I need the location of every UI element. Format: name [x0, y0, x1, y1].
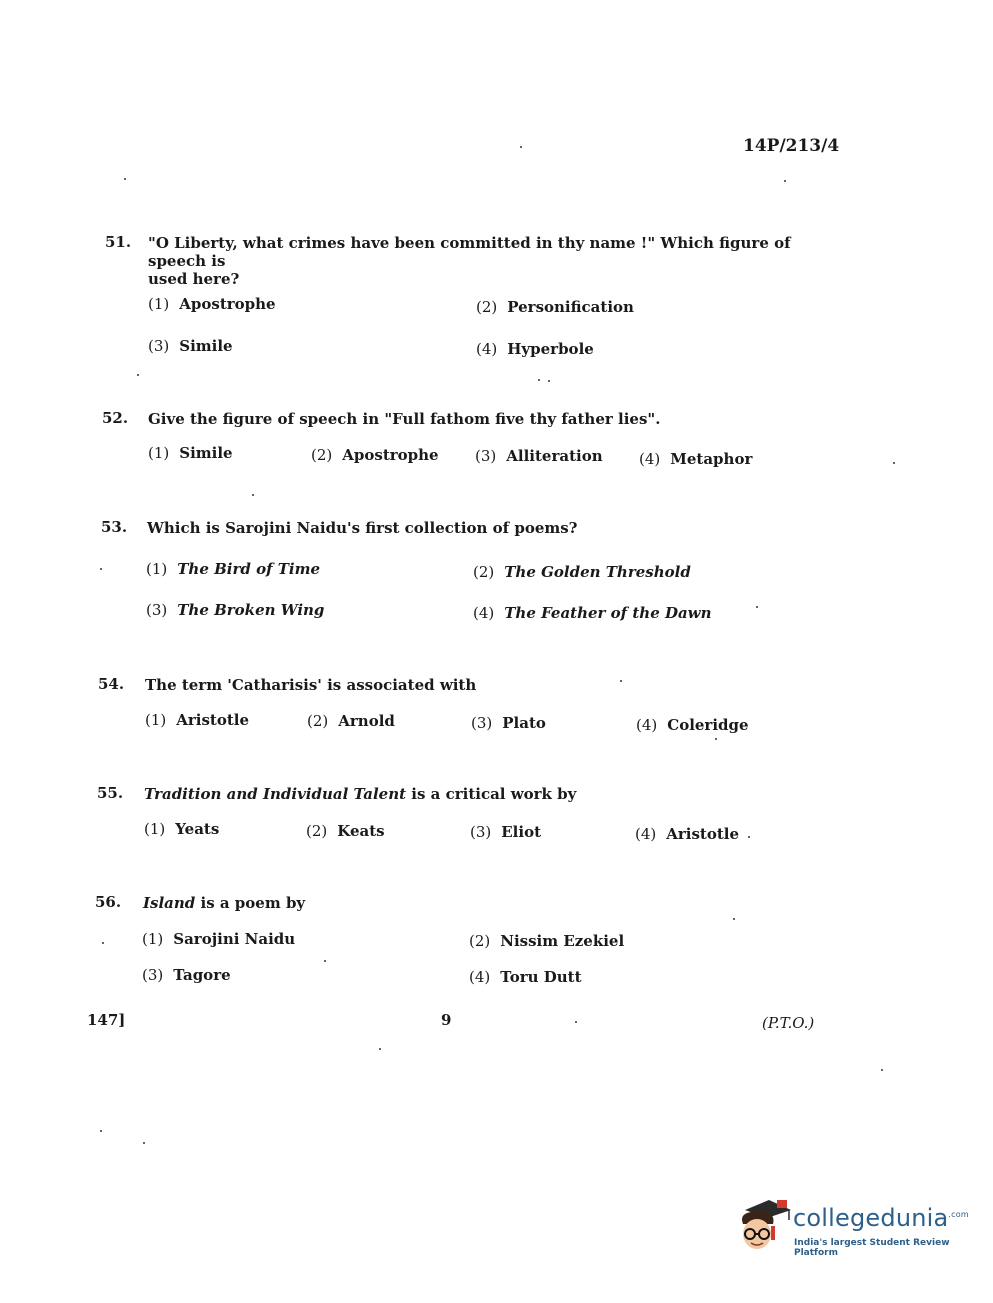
scan-speck	[100, 1130, 102, 1132]
option-53-1: (1) The Bird of Time	[146, 560, 321, 578]
scan-speck	[100, 568, 102, 570]
option-51-1: (1) Apostrophe	[148, 295, 276, 313]
option-53-3: (3) The Broken Wing	[146, 601, 325, 619]
scan-speck	[124, 178, 126, 180]
question-text-56	[143, 894, 305, 912]
option-51-4: (4) Hyperbole	[476, 340, 594, 358]
scan-speck	[620, 680, 622, 682]
question-text-55-title: Tradition and Individual Talent	[144, 785, 407, 803]
question-text-51-line1: "O Liberty, what crimes have been committed in thy name !" Which figure of speech is	[148, 234, 791, 270]
scan-speck	[893, 462, 895, 464]
option-52-2: (2) Apostrophe	[311, 446, 439, 464]
option-56-2: (2) Nissim Ezekiel	[469, 932, 625, 950]
option-54-3: (3) Plato	[471, 714, 546, 732]
option-55-1: (1) Yeats	[144, 820, 220, 838]
scan-speck	[137, 374, 139, 376]
question-number-55: 55.	[97, 784, 124, 802]
scan-speck	[733, 918, 735, 920]
question-text-54: The term 'Catharisis' is associated with	[145, 676, 477, 694]
scan-speck	[575, 1021, 577, 1023]
scan-speck	[102, 942, 104, 944]
option-55-4: (4) Aristotle	[635, 825, 740, 843]
option-55-3: (3) Eliot	[470, 823, 542, 841]
scan-speck	[715, 738, 717, 740]
option-56-3: (3) Tagore	[142, 966, 231, 984]
question-text-55-rest: is a critical work by	[406, 785, 577, 803]
option-52-1: (1) Simile	[148, 444, 233, 462]
scan-speck	[756, 606, 758, 608]
logo-tagline: India's largest Student Review Platform	[794, 1238, 950, 1258]
mascot-icon	[735, 1196, 793, 1256]
paper-code: 14P/213/4	[743, 136, 840, 156]
scan-speck	[143, 1142, 145, 1144]
question-number-54: 54.	[98, 675, 125, 693]
question-number-56: 56.	[95, 893, 122, 911]
pto-label: (P.T.O.)	[762, 1014, 815, 1032]
question-number-51: 51.	[105, 233, 132, 251]
option-54-1: (1) Aristotle	[145, 711, 250, 729]
question-text-51-line2: used here?	[148, 270, 240, 288]
question-text-51	[148, 234, 838, 288]
footer-page-code: 147]	[87, 1011, 126, 1029]
question-text-53: Which is Sarojini Naidu's first collection of poems?	[147, 519, 578, 537]
question-text-52: Give the figure of speech in "Full fathom five thy father lies".	[148, 410, 661, 428]
scan-speck	[548, 380, 550, 382]
scan-speck	[748, 836, 750, 838]
option-56-4: (4) Toru Dutt	[469, 968, 582, 986]
question-text-56-title: Island	[143, 894, 196, 912]
option-51-3: (3) Simile	[148, 337, 233, 355]
scan-speck	[881, 1069, 883, 1071]
logo-com: .com	[948, 1210, 969, 1219]
question-text-56-rest: is a poem by	[195, 894, 306, 912]
question-text-55	[144, 785, 576, 803]
logo-wordmark	[793, 1204, 969, 1232]
page-number: 9	[441, 1011, 452, 1029]
scan-speck	[324, 960, 326, 962]
option-52-4: (4) Metaphor	[639, 450, 753, 468]
question-number-53: 53.	[101, 518, 128, 536]
scan-speck	[538, 379, 540, 381]
option-56-1: (1) Sarojini Naidu	[142, 930, 296, 948]
option-51-2: (2) Personification	[476, 298, 634, 316]
question-number-52: 52.	[102, 409, 129, 427]
option-53-4: (4) The Feather of the Dawn	[473, 604, 712, 622]
option-54-2: (2) Arnold	[307, 712, 395, 730]
option-55-2: (2) Keats	[306, 822, 385, 840]
logo-brand: collegedunia	[793, 1204, 949, 1232]
collegedunia-logo	[735, 1196, 969, 1266]
scan-speck	[379, 1048, 381, 1050]
scan-speck	[252, 494, 254, 496]
scan-speck	[520, 146, 522, 148]
option-53-2: (2) The Golden Threshold	[473, 563, 691, 581]
option-52-3: (3) Alliteration	[475, 447, 603, 465]
option-54-4: (4) Coleridge	[636, 716, 749, 734]
scan-speck	[784, 180, 786, 182]
